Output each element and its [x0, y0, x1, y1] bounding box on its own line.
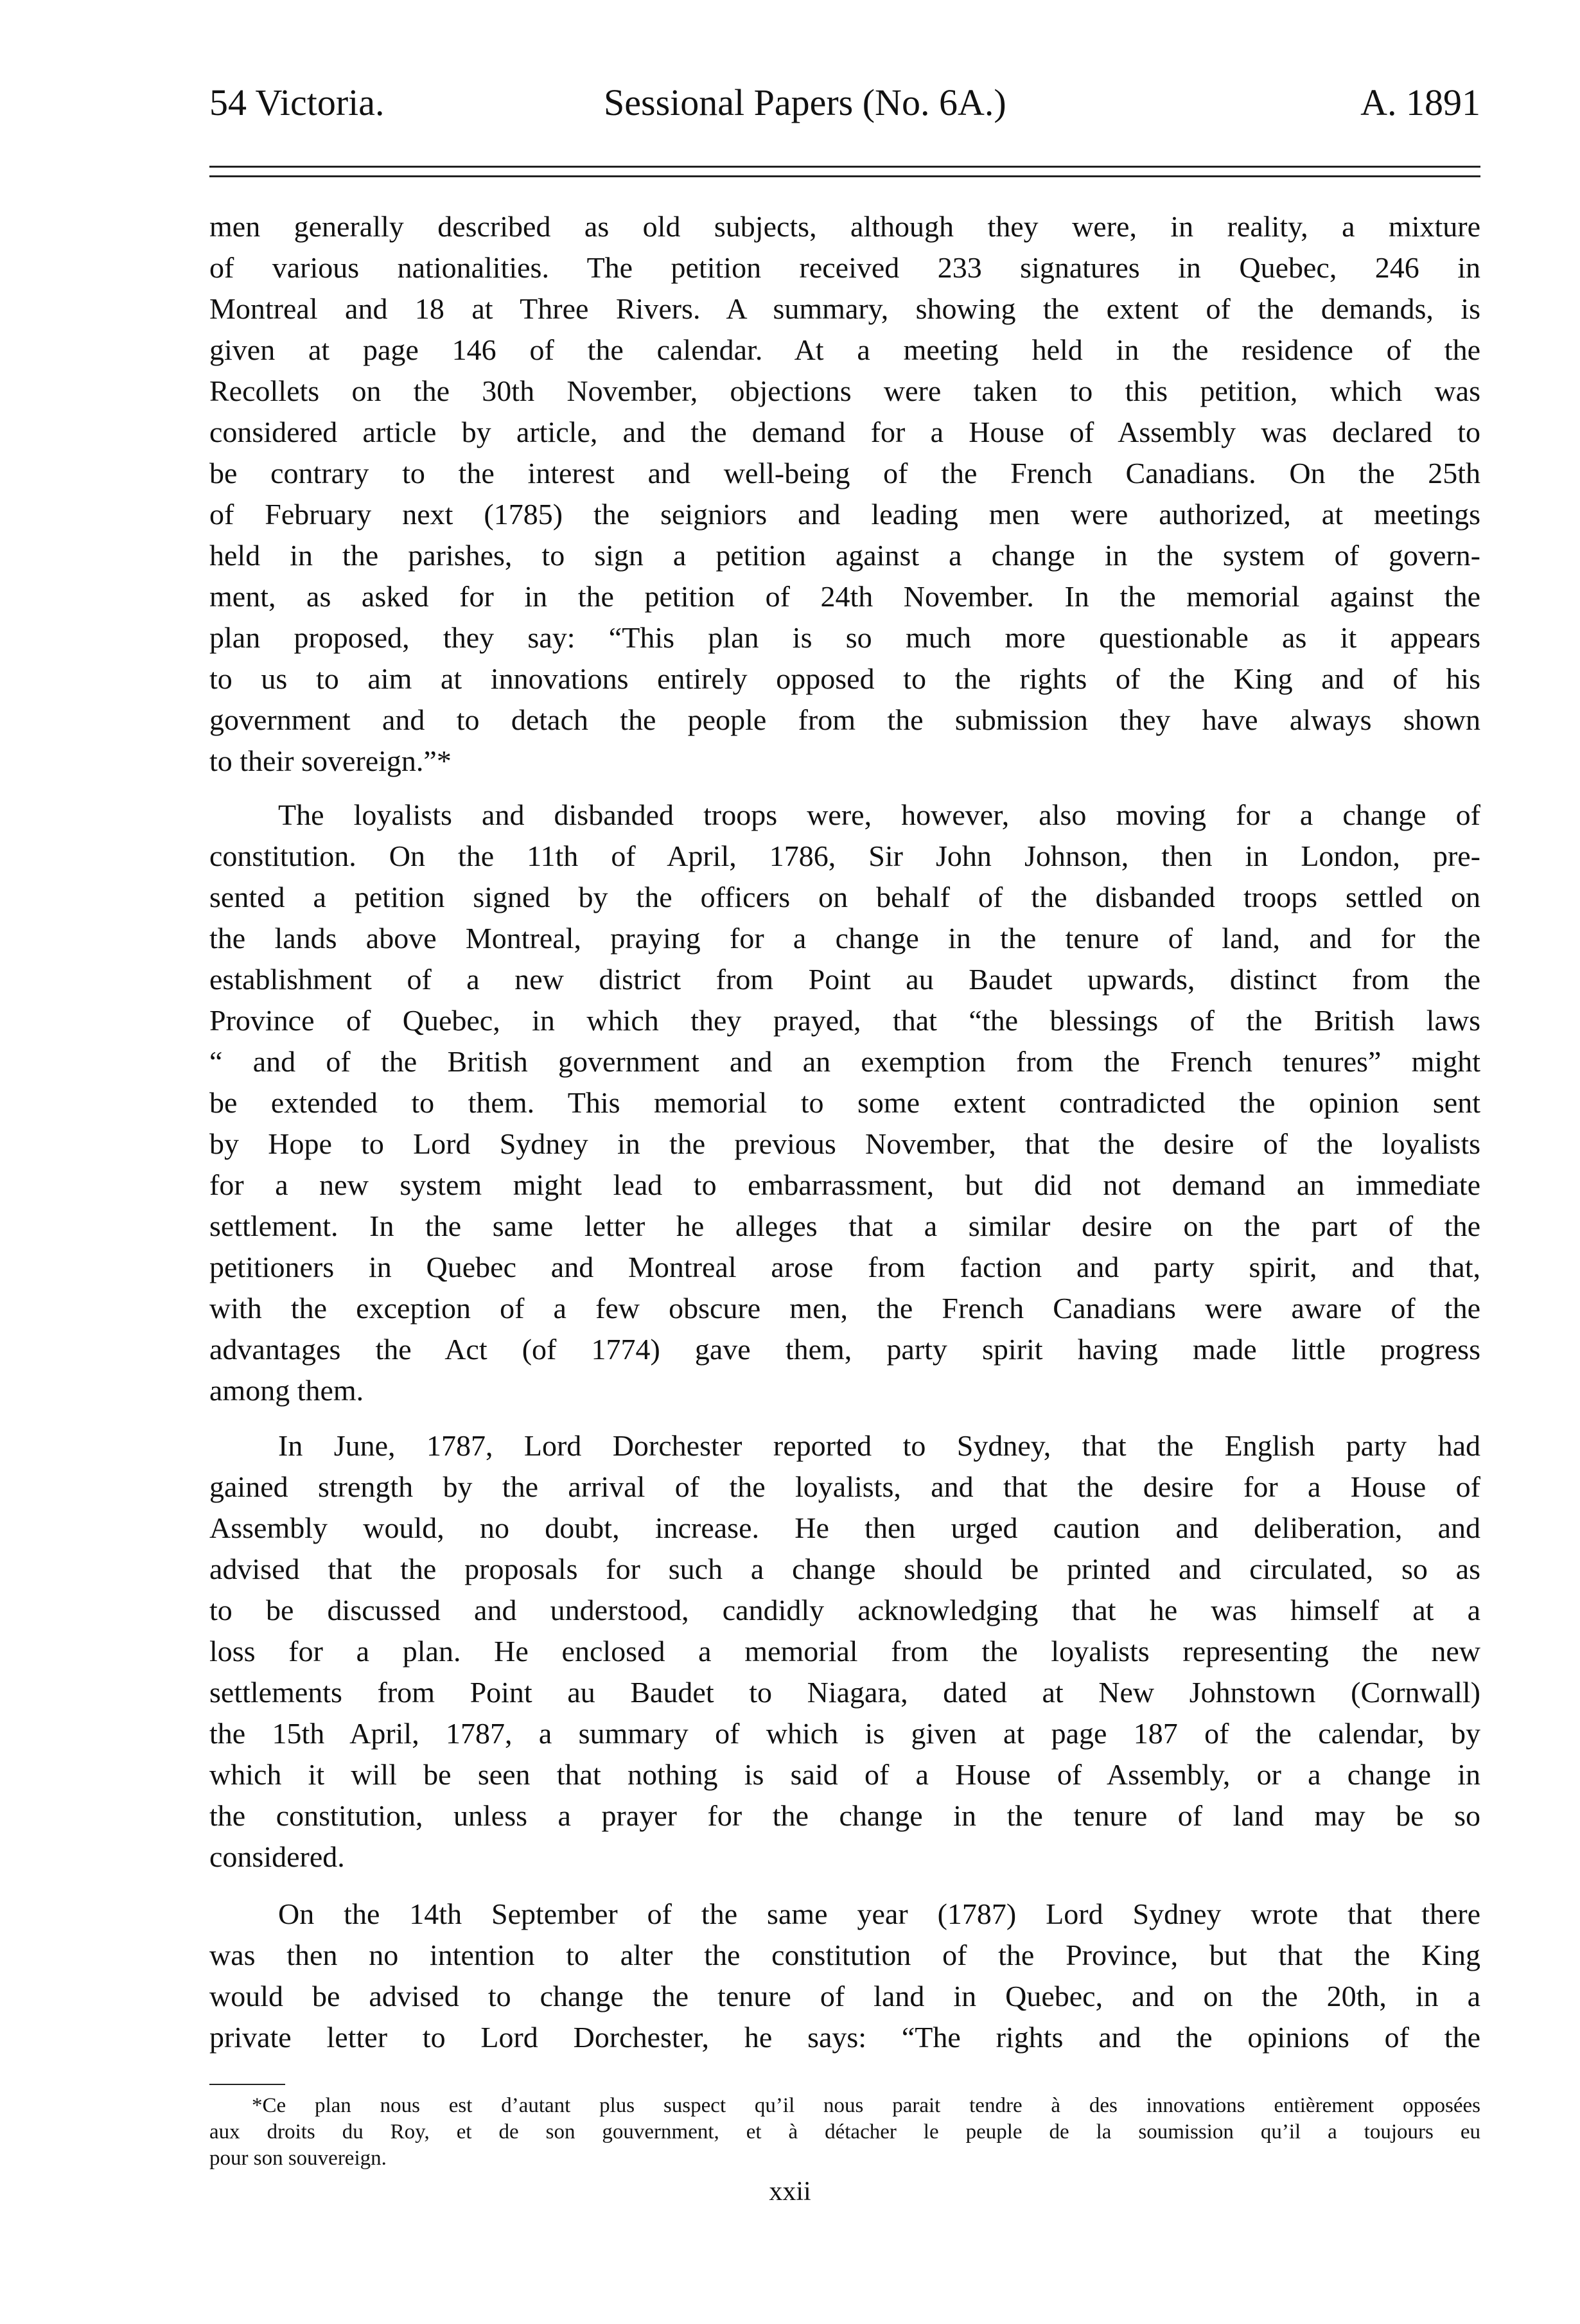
- text-line: Recollets on the 30th November, objections were taken to this petition, which was: [209, 374, 1480, 407]
- text-line: In June, 1787, Lord Dorchester reported to Sydney, that the English party had: [278, 1429, 1480, 1462]
- text-line: loss for a plan. He enclosed a memorial from the loyalists representing the new: [209, 1635, 1480, 1668]
- text-line: men generally described as old subjects, although they were, in reality, a mixture: [209, 210, 1480, 243]
- page-number: xxii: [769, 2177, 811, 2206]
- text-line: to us to aim at innovations entirely opposed to the rights of the King and of his: [209, 662, 1480, 695]
- text-line: of various nationalities. The petition received 233 signatures in Quebec, 246 in: [209, 251, 1480, 284]
- text-line: plan proposed, they say: “This plan is so much more questionable as it appears: [209, 621, 1480, 654]
- text-line: settlement. In the same letter he alleges that a similar desire on the part of the: [209, 1210, 1480, 1242]
- text-line: with the exception of a few obscure men, the French Canadians were aware of the: [209, 1292, 1480, 1325]
- text-line: On the 14th September of the same year (1787) Lord Sydney wrote that there: [278, 1897, 1480, 1930]
- text-line: the 15th April, 1787, a summary of which is given at page 187 of the calendar, by: [209, 1717, 1480, 1750]
- text-line: held in the parishes, to sign a petition against a change in the system of govern-: [209, 539, 1480, 572]
- text-line: establishment of a new district from Point au Baudet upwards, distinct from the: [209, 963, 1480, 996]
- text-line: constitution. On the 11th of April, 1786, Sir John Johnson, then in London, pre-: [209, 840, 1480, 872]
- text-line: was then no intention to alter the constitution of the Province, but that the King: [209, 1939, 1480, 1971]
- text-line: to be discussed and understood, candidly acknowledging that he was himself at a: [209, 1594, 1480, 1626]
- running-head-year: A. 1891: [1360, 82, 1480, 123]
- text-line: Montreal and 18 at Three Rivers. A summary, showing the extent of the demands, is: [209, 292, 1480, 325]
- header-rule-bottom: [209, 175, 1480, 177]
- footnote-line: pour son souvereign.: [209, 2147, 387, 2170]
- text-line: settlements from Point au Baudet to Niagara, dated at New Johnstown (Cornwall): [209, 1676, 1480, 1709]
- text-line: which it will be seen that nothing is said of a House of Assembly, or a change in: [209, 1758, 1480, 1791]
- footnote: [209, 2093, 1480, 2172]
- text-line: by Hope to Lord Sydney in the previous November, that the desire of the loyalists: [209, 1127, 1480, 1160]
- text-line: advised that the proposals for such a change should be printed and circulated, so as: [209, 1553, 1480, 1585]
- text-line: given at page 146 of the calendar. At a meeting held in the residence of the: [209, 333, 1480, 366]
- running-head-title: Sessional Papers (No. 6A.): [604, 82, 1006, 123]
- paragraph-3: [209, 1425, 1480, 1878]
- footnote-line: *Ce plan nous est d’autant plus suspect qu’il nous parait tendre à des innovations entièrement opposées: [252, 2094, 1480, 2117]
- text-line: advantages the Act (of 1774) gave them, party spirit having made little progress: [209, 1333, 1480, 1366]
- text-line: be contrary to the interest and well-being of the French Canadians. On the 25th: [209, 457, 1480, 489]
- paragraph-2: [209, 795, 1480, 1411]
- text-line: the constitution, unless a prayer for the change in the tenure of land may be so: [209, 1799, 1480, 1832]
- paragraph-4: [209, 1894, 1480, 2058]
- text-line: sented a petition signed by the officers on behalf of the disbanded troops settled on: [209, 881, 1480, 913]
- text-line: to their sovereign.”*: [209, 744, 452, 777]
- text-line: government and to detach the people from the submission they have always shown: [209, 703, 1480, 736]
- text-line: gained strength by the arrival of the loyalists, and that the desire for a House of: [209, 1470, 1480, 1503]
- header-rule-top: [209, 166, 1480, 168]
- footnote-line: aux droits du Roy, et de son gouvernment, et à détacher le peuple de la soumission qu’il a toujours eu: [209, 2120, 1480, 2144]
- text-line: The loyalists and disbanded troops were, however, also moving for a change of: [278, 798, 1480, 831]
- text-line: among them.: [209, 1374, 364, 1407]
- text-line: for a new system might lead to embarrassment, but did not demand an immediate: [209, 1168, 1480, 1201]
- text-line: “ and of the British government and an exemption from the French tenures” might: [209, 1045, 1480, 1078]
- text-line: Assembly would, no doubt, increase. He then urged caution and deliberation, and: [209, 1511, 1480, 1544]
- text-line: ment, as asked for in the petition of 24th November. In the memorial against the: [209, 580, 1480, 613]
- text-line: of February next (1785) the seigniors and leading men were authorized, at meetings: [209, 498, 1480, 531]
- text-line: Province of Quebec, in which they prayed, that “the blessings of the British laws: [209, 1004, 1480, 1037]
- running-head-left: 54 Victoria.: [209, 82, 385, 123]
- text-line: petitioners in Quebec and Montreal arose from faction and party spirit, and that,: [209, 1251, 1480, 1283]
- text-line: the lands above Montreal, praying for a change in the tenure of land, and for the: [209, 922, 1480, 955]
- paragraph-1: [209, 206, 1480, 782]
- text-line: considered article by article, and the demand for a House of Assembly was declared to: [209, 416, 1480, 448]
- text-line: would be advised to change the tenure of land in Quebec, and on the 20th, in a: [209, 1980, 1480, 2012]
- footnote-rule: [209, 2084, 285, 2085]
- text-line: considered.: [209, 1840, 345, 1873]
- text-line: private letter to Lord Dorchester, he says: “The rights and the opinions of the: [209, 2021, 1480, 2054]
- text-line: be extended to them. This memorial to some extent contradicted the opinion sent: [209, 1086, 1480, 1119]
